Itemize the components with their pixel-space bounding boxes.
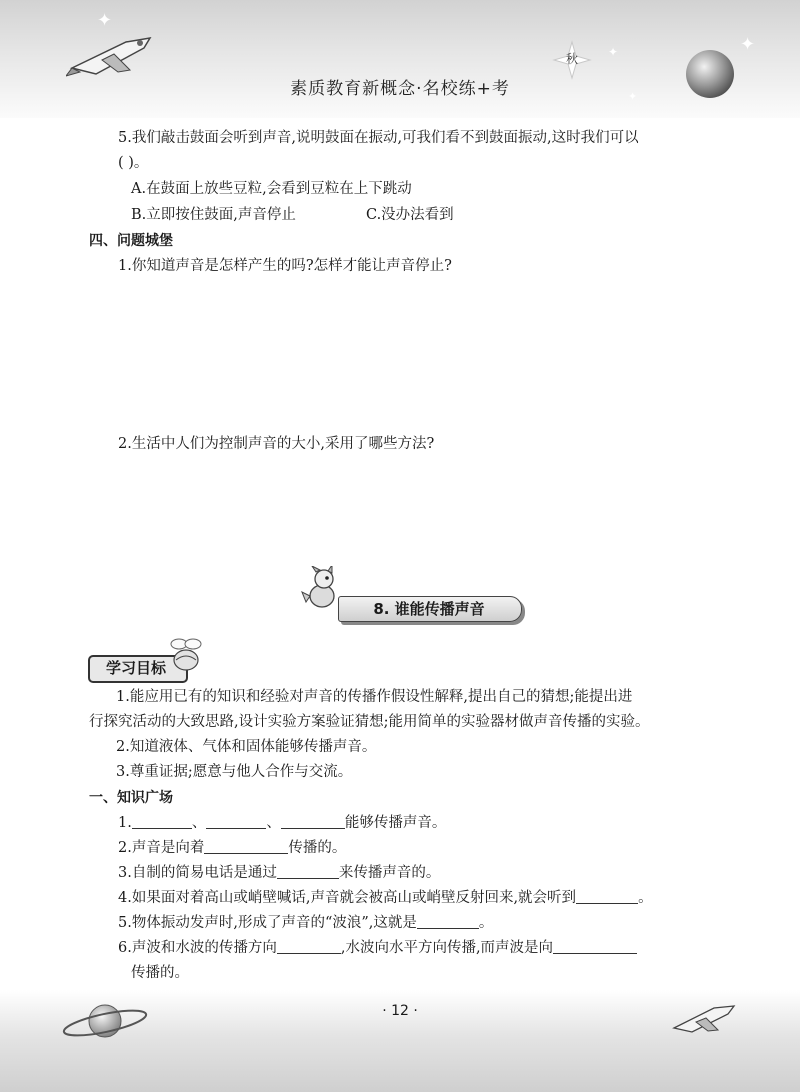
answer-blank[interactable] — [281, 814, 345, 829]
section4-heading: 四、问题城堡 — [89, 233, 173, 249]
page-number: · 12 · — [382, 1003, 418, 1019]
learning-goals-label: 学习目标 — [105, 659, 166, 677]
fill-question-4 — [118, 888, 653, 908]
q5-option-b: B.立即按住鼓面,声音停止 — [131, 207, 296, 223]
answer-blank[interactable] — [277, 864, 339, 879]
fill-question-1 — [118, 813, 446, 833]
goal-1-line2: 行探究活动的大致思路,设计实验方案验证猜想;能用简单的实验器材做声音传播的实验。 — [89, 714, 650, 730]
answer-blank[interactable] — [277, 939, 341, 954]
section4-question-2: 2.生活中人们为控制声音的大小,采用了哪些方法? — [118, 436, 435, 452]
sparkle-icon: ✦ — [608, 45, 619, 59]
fill-6-middle: ,水波向水平方向传播,而声波是向 — [340, 940, 554, 956]
fill-4-suffix: 。 — [638, 890, 653, 906]
fill-1-separator: 、 — [191, 815, 207, 831]
fill-3-prefix: 3.自制的简易电话是通过 — [118, 865, 277, 881]
season-label: 秋 — [566, 52, 579, 66]
fill-4-prefix: 4.如果面对着高山或峭壁喊话,声音就会被高山或峭壁反射回来,就会听到 — [118, 890, 577, 906]
bee-mascot-icon — [166, 634, 206, 676]
fill-question-3 — [118, 863, 440, 883]
fill-2-suffix: 传播的。 — [288, 840, 347, 856]
lesson-title: 8. 谁能传播声音 — [373, 600, 485, 618]
fill-2-prefix: 2.声音是向着 — [118, 840, 205, 856]
section4-question-1: 1.你知道声音是怎样产生的吗?怎样才能让声音停止? — [118, 258, 452, 274]
fill-6-prefix: 6.声波和水波的传播方向 — [118, 940, 277, 956]
q5-stem-line1: 5.我们敲击鼓面会听到声音,说明鼓面在振动,可我们看不到鼓面振动,这时我们可以 — [118, 130, 639, 146]
goal-2: 2.知道液体、气体和固体能够传播声音。 — [116, 739, 377, 755]
answer-blank[interactable] — [206, 814, 266, 829]
answer-blank[interactable] — [576, 889, 638, 904]
sparkle-icon: ✦ — [97, 10, 113, 31]
goal-1-line1: 1.能应用已有的知识和经验对声音的传播作假设性解释,提出自己的猜想;能提出进 — [116, 689, 633, 705]
fill-question-6 — [118, 938, 637, 958]
answer-blank[interactable] — [204, 839, 288, 854]
answer-blank[interactable] — [553, 939, 637, 954]
fill-question-6-line2: 传播的。 — [131, 965, 189, 981]
fill-1-separator: 、 — [266, 815, 281, 831]
section1-heading: 一、知识广场 — [89, 790, 173, 806]
answer-blank[interactable] — [417, 914, 479, 929]
sparkle-icon: ✦ — [628, 90, 638, 103]
fill-question-2 — [118, 838, 346, 858]
goal-3: 3.尊重证据;愿意与他人合作与交流。 — [116, 764, 353, 780]
fill-5-prefix: 5.物体振动发声时,形成了声音的“波浪”,这就是 — [118, 915, 417, 931]
fill-1-suffix: 能够传播声音。 — [344, 815, 447, 831]
fill-3-suffix: 来传播声音的。 — [338, 865, 441, 881]
q5-option-a: A.在鼓面上放些豆粒,会看到豆粒在上下跳动 — [131, 181, 412, 197]
answer-blank[interactable] — [132, 814, 192, 829]
q5-stem-line2: ( )。 — [118, 155, 149, 171]
fill-question-5 — [118, 913, 493, 933]
q5-option-c: C.没办法看到 — [366, 207, 454, 223]
fill-1-prefix: 1. — [118, 815, 132, 831]
fill-5-suffix: 。 — [478, 915, 494, 931]
sparkle-icon: ✦ — [740, 34, 756, 55]
header-title: 素质教育新概念·名校练+考 — [290, 79, 510, 99]
